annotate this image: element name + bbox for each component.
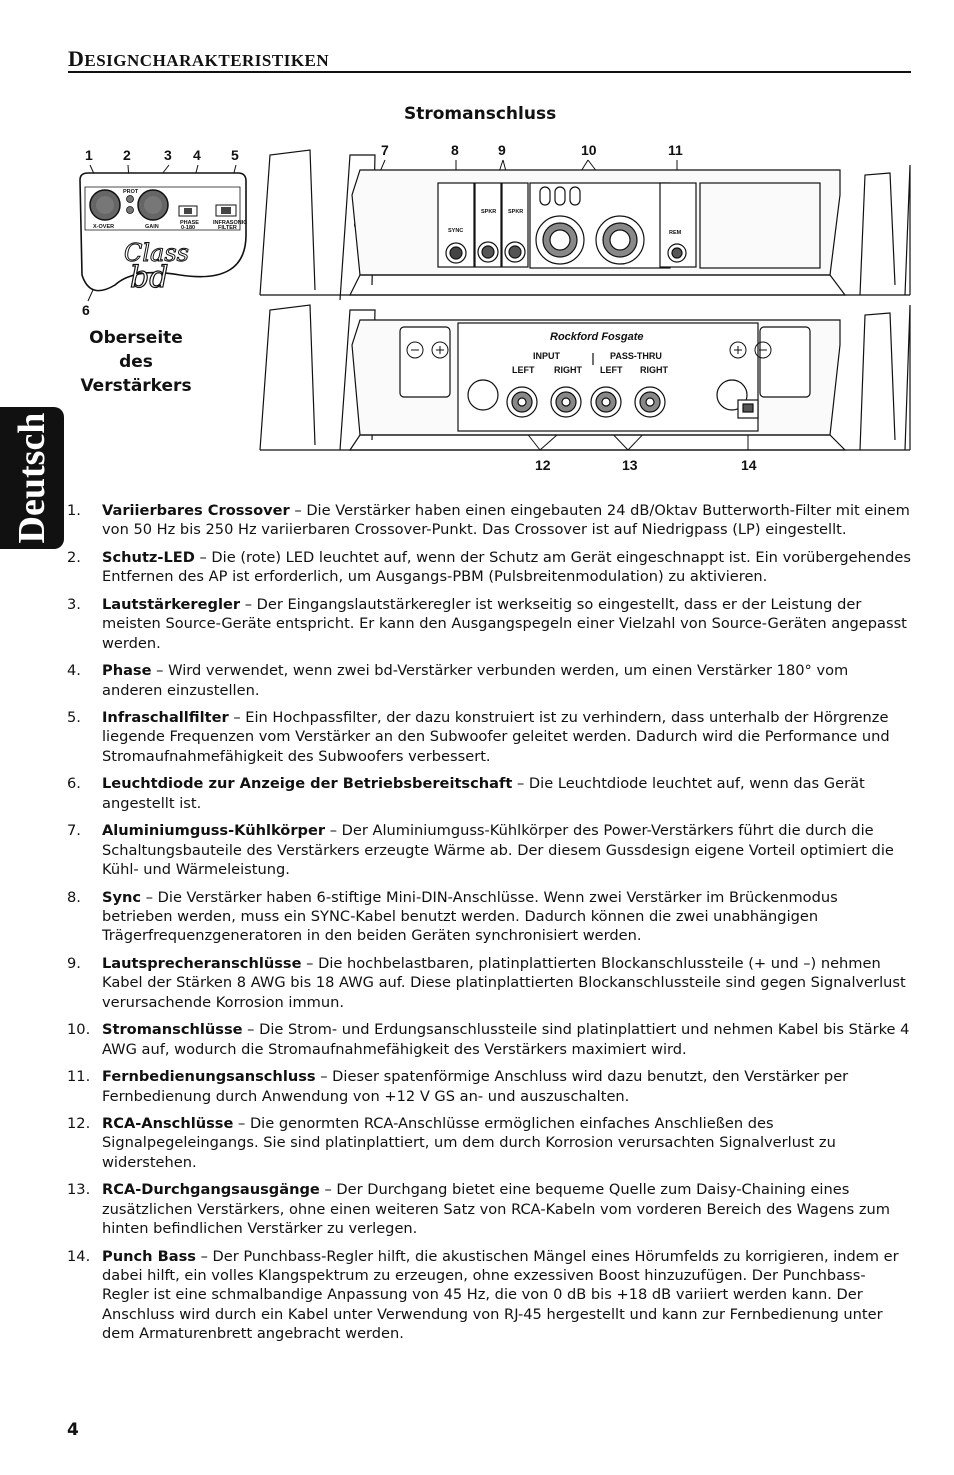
callout-13: 13 [622, 457, 638, 473]
svg-text:FILTER: FILTER [218, 225, 237, 231]
callout-3: 3 [164, 147, 172, 163]
amplifier-diagram [60, 95, 920, 485]
language-tab: Deutsch [0, 407, 64, 549]
svg-text:0-180: 0-180 [181, 225, 196, 231]
prot-led [127, 196, 134, 203]
feature-list [67, 501, 912, 1352]
list-item: 13. RCA-Durchgangsausgänge – Der Durchgang bietet eine bequeme Quelle zum Daisy-Chaining eines zusätzlichen Verstärkers, ohne einen weiteren Satz von RCA-Kabeln vom vorderen Bereich des Wagens zum hinten befindlichen Verstärker zu verlegen. [67, 1181, 890, 1238]
signal-side-view [260, 305, 910, 450]
svg-text:SYNC: SYNC [448, 228, 464, 234]
list-item: 14. Punch Bass – Der Punchbass-Regler hilft, die akustischen Mängel eines Hörumfelds zu korrigieren, indem er dabei hilft, ein volles Klangspektrum zu erzeugen, ohne exzessiven Boost hinzuzufügen. Der Punchbass-Regler ist eine schmalbandige Anpassung von 45 Hz, die von 0 dB bis +18 dB variiert werden kann. Der Anschluss wird durch ein Kabel unter Verwendung von RJ-45 hergestellt und kann zur Fernbedienung unter dem Armaturenbrett angebracht werden. [67, 1247, 899, 1343]
svg-text:PHASE: PHASE [180, 220, 199, 226]
title-rule [68, 71, 911, 73]
svg-text:RIGHT: RIGHT [640, 365, 668, 375]
callout-1: 1 [85, 147, 93, 163]
list-item: 9. Lautsprecheranschlüsse – Die hochbelastbaren, platinplattierten Blockanschlussteile (+ und –) nehmen Kabel der Stärken 8 AWG bis 18 AWG auf. Diese platinplattierten Blockanschlussteile sind gegen Signalverlust verursachende Korrosion immun. [67, 954, 906, 1011]
svg-text:RIGHT: RIGHT [554, 365, 582, 375]
callout-6: 6 [82, 302, 90, 318]
svg-text:PROT: PROT [123, 189, 139, 195]
callout-4: 4 [193, 147, 201, 163]
list-item: 7. Aluminiumguss-Kühlkörper – Der Aluminiumguss-Kühlkörper des Power-Verstärkers führt die durch die Schaltungsbauteile des Verstärkers erzeugte Wärme ab. Der diesem Gussdesign eigene Vorteil optimiert die Kühl- und Wärmeleistung. [67, 822, 894, 879]
list-item: 6. Leuchtdiode zur Anzeige der Betriebsbereitschaft – Die Leuchtdiode leuchtet auf, wenn das Gerät angestellt ist. [67, 775, 865, 812]
callout-12: 12 [535, 457, 551, 473]
callout-10: 10 [581, 142, 597, 158]
callout-5: 5 [231, 147, 239, 163]
amp-top-heading: Oberseite des Verstärkers [80, 328, 192, 396]
callout-14: 14 [741, 457, 757, 473]
control-panel [80, 173, 247, 295]
list-item: 3. Lautstärkeregler – Der Eingangslautstärkeregler ist werkseitig so eingestellt, dass er der Leistung der meisten Source-Geräte entspricht. Er kann den Ausgangspegeln einer Vielzahl von Source-Geräten angepasst werden. [67, 595, 907, 652]
callout-7: 7 [381, 142, 389, 158]
svg-text:Rockford Fosgate: Rockford Fosgate [550, 331, 644, 343]
svg-text:GAIN: GAIN [145, 224, 159, 230]
list-item: 2. Schutz-LED – Die (rote) LED leuchtet auf, wenn der Schutz am Gerät eingeschnappt ist. Ein vorübergehendes Entfernen des AP ist erforderlich, um Ausgangs-PBM (Pulsbreitenmodulation) zu aktivieren. [67, 548, 911, 586]
callout-9: 9 [498, 142, 506, 158]
svg-text:bd: bd [130, 260, 169, 295]
list-item: 5. Infraschallfilter – Ein Hochpassfilter, der dazu konstruiert ist zu verhindern, dass unterhalb der Hörgrenze liegende Frequenzen vom Verstärker an den Subwoofer geleitet werden. Dadurch wird die Performance und Stromaufnahmefähigkeit des Subwoofers verbessert. [67, 709, 890, 765]
list-item: 11. Fernbedienungsanschluss – Dieser spatenförmige Anschluss wird dazu benutzt, den Verstärker per Fernbedienung durch Anwendung von +12 V GS an- und auszuschalten. [67, 1068, 849, 1105]
svg-text:INFRASONIC: INFRASONIC [213, 220, 248, 226]
list-item: 1. Variierbares Crossover – Die Verstärker haben einen eingebauten 24 dB/Oktav Butterworth-Filter mit einem von 50 Hz bis 250 Hz variierbaren Crossover-Punkt. Das Crossover ist auf Niedrigpass (LP) eingestellt. [67, 502, 910, 539]
page-title: DESIGNCHARAKTERISTIKEN [68, 46, 330, 71]
svg-text:LEFT: LEFT [512, 365, 535, 375]
list-item: 12. RCA-Anschlüsse – Die genormten RCA-Anschlüsse ermöglichen einfaches Anschließen des Signalpegeleingangs. Sie sind platinplattiert, um dem durch Korrosion verursachten Signalverlust zu widerstehen. [67, 1115, 836, 1171]
svg-text:INPUT: INPUT [533, 351, 560, 361]
page-number: 4 [67, 1420, 79, 1440]
callout-11: 11 [668, 142, 683, 158]
svg-text:LEFT: LEFT [600, 365, 623, 375]
list-item: 8. Sync – Die Verstärker haben 6-stiftige Mini-DIN-Anschlüsse. Wenn zwei Verstärker im Brückenmodus betrieben werden, muss ein SYNC-Kabel benutzt werden. Dadurch können die zwei unabhängigen Trägerfrequenzgeneratoren in den beiden Geräten synchronisiert werden. [67, 888, 838, 945]
list-item: 4. Phase – Wird verwendet, wenn zwei bd-Verstärker verbunden werden, um einen Verstärker 180° vom anderen einzustellen. [67, 662, 849, 699]
svg-text:SPKR: SPKR [481, 209, 497, 215]
svg-text:PASS-THRU: PASS-THRU [610, 351, 662, 361]
svg-text:REM: REM [669, 230, 682, 236]
callout-8: 8 [451, 142, 459, 158]
list-item: 10. Stromanschlüsse – Die Strom- und Erdungsanschlussteile sind platinplattiert und nehmen Kabel bis Stärke 4 AWG auf, wodurch die Stromaufnahmefähigkeit des Verstärkers maximiert wird. [67, 1021, 910, 1058]
power-led [127, 207, 134, 214]
callout-2: 2 [123, 147, 131, 163]
power-side-view [260, 150, 910, 300]
power-connection-heading: Stromanschluss [404, 104, 557, 124]
svg-text:Class: Class [124, 239, 189, 267]
svg-text:X-OVER: X-OVER [93, 224, 115, 230]
svg-text:SPKR: SPKR [508, 209, 524, 215]
